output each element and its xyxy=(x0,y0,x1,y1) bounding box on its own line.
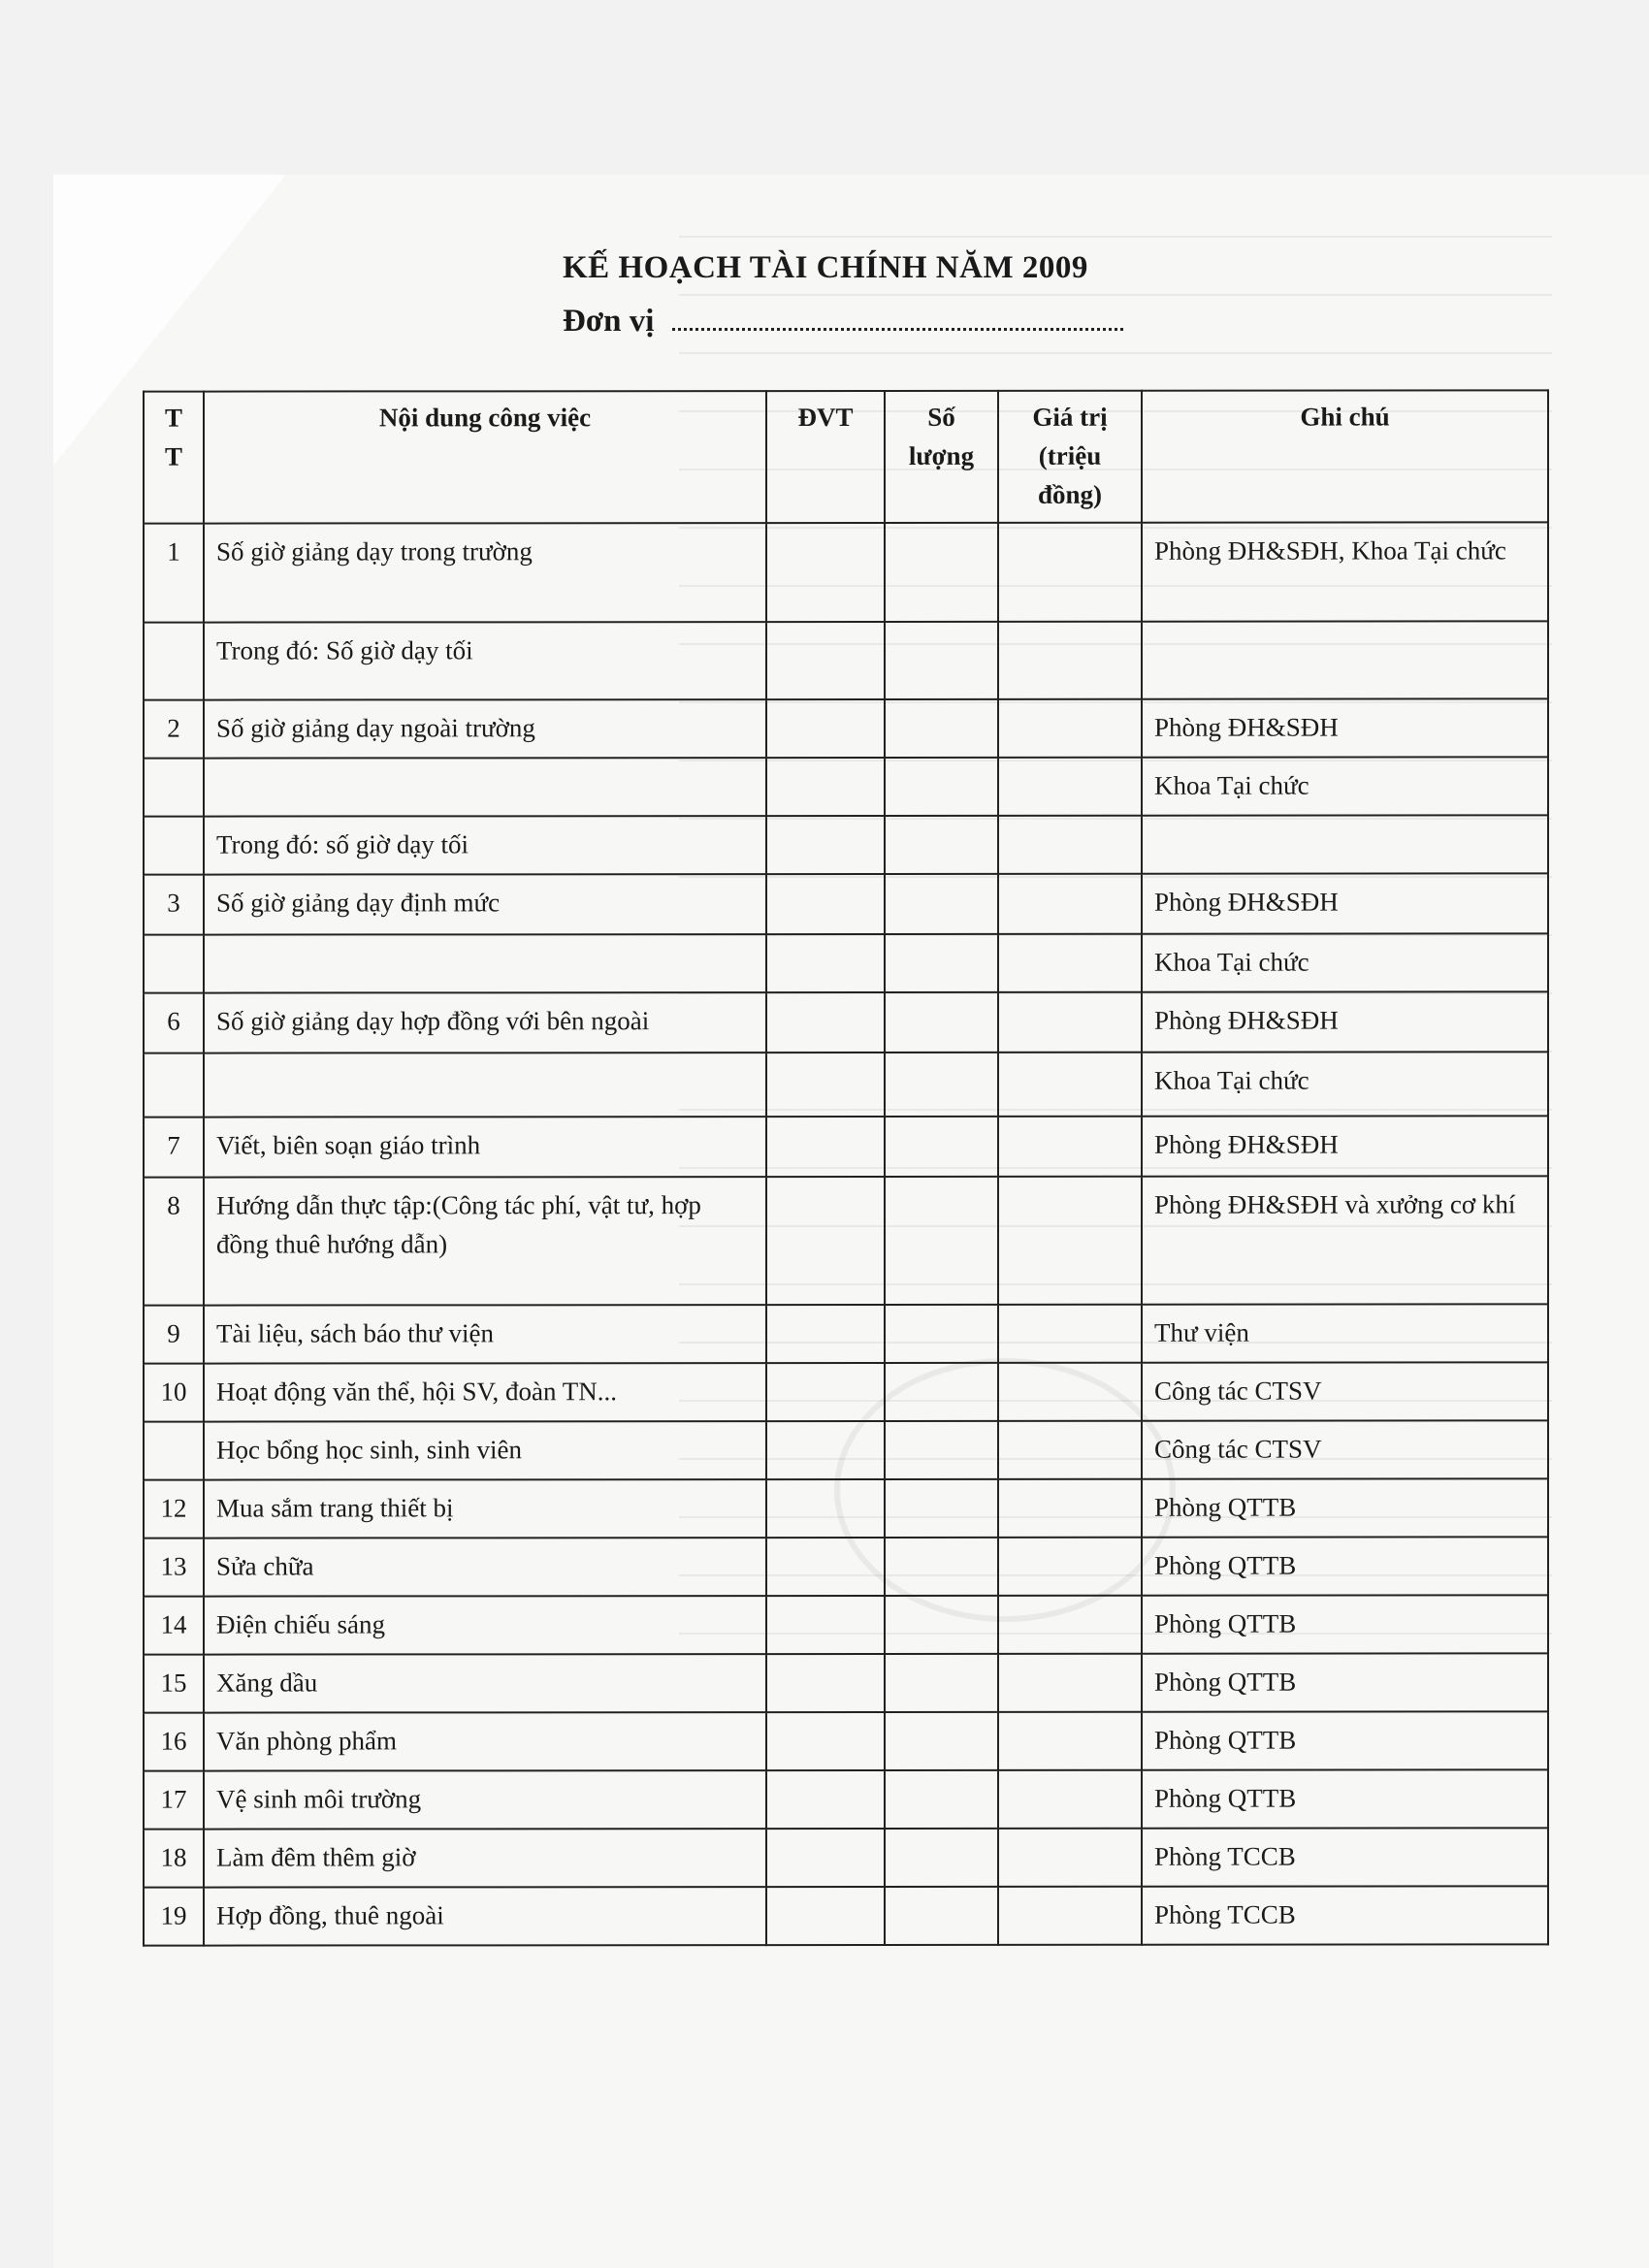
row-number xyxy=(144,759,204,817)
row-dvt xyxy=(766,1363,885,1421)
row-content: Số giờ giảng dạy hợp đồng với bên ngoài xyxy=(204,992,766,1053)
unit-fill-line xyxy=(672,308,1123,331)
row-number xyxy=(144,817,204,875)
row-content: Trong đó: số giờ dạy tối xyxy=(204,816,766,875)
row-value xyxy=(998,1117,1142,1177)
row-number xyxy=(144,935,204,993)
row-content: Làm đêm thêm giờ xyxy=(204,1829,766,1888)
table-row xyxy=(144,621,1548,699)
row-value xyxy=(998,816,1142,874)
row-value xyxy=(998,1363,1142,1421)
row-value xyxy=(998,1053,1142,1117)
row-number: 15 xyxy=(144,1655,204,1713)
row-note: Phòng QTTB xyxy=(1142,1537,1548,1595)
row-number: 16 xyxy=(144,1713,204,1771)
row-number: 1 xyxy=(144,524,204,623)
row-dvt xyxy=(766,874,885,934)
table-row xyxy=(144,991,1548,1053)
header-tt: T T xyxy=(144,392,204,524)
table-row xyxy=(144,1052,1548,1117)
table-row xyxy=(144,1769,1548,1829)
row-quantity xyxy=(885,1829,998,1887)
row-note: Phòng QTTB xyxy=(1142,1478,1548,1537)
unit-line xyxy=(563,304,1123,340)
row-number xyxy=(144,1422,204,1480)
unit-label: Đơn vị xyxy=(563,304,655,339)
table-row xyxy=(144,757,1548,816)
row-dvt xyxy=(766,934,885,992)
header-dvt: ĐVT xyxy=(766,391,885,523)
row-number: 9 xyxy=(144,1306,204,1364)
row-quantity xyxy=(885,1712,998,1770)
table-row xyxy=(144,1478,1548,1538)
row-note: Khoa Tại chức xyxy=(1142,933,1548,991)
row-note: Phòng QTTB xyxy=(1142,1769,1548,1828)
row-content: Hợp đồng, thuê ngoài xyxy=(204,1887,766,1946)
table-row xyxy=(144,522,1548,622)
header-quantity: Số lượng xyxy=(885,391,998,523)
row-number xyxy=(144,1053,204,1118)
row-dvt xyxy=(766,1770,885,1829)
row-quantity xyxy=(885,622,998,699)
row-note: Công tác CTSV xyxy=(1142,1420,1548,1478)
row-quantity xyxy=(885,1421,998,1479)
row-content: Tài liệu, sách báo thư viện xyxy=(204,1305,766,1364)
row-content xyxy=(204,1053,766,1118)
row-content: Điện chiếu sáng xyxy=(204,1596,766,1655)
row-number xyxy=(144,623,204,700)
row-note: Phòng ĐH&SĐH và xưởng cơ khí xyxy=(1142,1176,1548,1304)
row-content: Số giờ giảng dạy ngoài trường xyxy=(204,699,766,759)
row-content: Học bổng học sinh, sinh viên xyxy=(204,1421,766,1480)
row-quantity xyxy=(885,1770,998,1829)
row-note: Phòng ĐH&SĐH, Khoa Tại chức xyxy=(1142,522,1548,621)
row-value xyxy=(998,622,1142,699)
row-note: Công tác CTSV xyxy=(1142,1362,1548,1420)
row-quantity xyxy=(885,1596,998,1654)
row-quantity xyxy=(885,1363,998,1421)
row-quantity xyxy=(885,1177,998,1305)
row-value xyxy=(998,1887,1142,1945)
row-dvt xyxy=(766,1654,885,1712)
row-note: Phòng TCCB xyxy=(1142,1886,1548,1944)
table-row xyxy=(144,1304,1548,1363)
row-content: Sửa chữa xyxy=(204,1538,766,1597)
row-dvt xyxy=(766,758,885,816)
table-row xyxy=(144,1176,1548,1305)
row-dvt xyxy=(766,992,885,1053)
row-number: 7 xyxy=(144,1118,204,1178)
row-value xyxy=(998,758,1142,816)
row-quantity xyxy=(885,874,998,934)
row-value xyxy=(998,992,1142,1053)
row-dvt xyxy=(766,523,885,622)
row-dvt xyxy=(766,1117,885,1177)
table-row xyxy=(144,698,1548,758)
document-title: KẾ HOẠCH TÀI CHÍNH NĂM 2009 xyxy=(563,250,1088,285)
row-quantity xyxy=(885,1538,998,1596)
table-row xyxy=(144,873,1548,934)
row-dvt xyxy=(766,1305,885,1363)
row-quantity xyxy=(885,816,998,874)
row-note xyxy=(1142,621,1548,698)
row-dvt xyxy=(766,699,885,758)
row-value xyxy=(998,874,1142,934)
row-quantity xyxy=(885,699,998,758)
row-quantity xyxy=(885,1117,998,1177)
row-dvt xyxy=(766,1712,885,1770)
row-content: Viết, biên soạn giáo trình xyxy=(204,1117,766,1178)
row-content: Văn phòng phẩm xyxy=(204,1712,766,1771)
row-content xyxy=(204,758,766,817)
row-number: 18 xyxy=(144,1830,204,1888)
row-content xyxy=(204,934,766,993)
table-row xyxy=(144,815,1548,874)
table-row xyxy=(144,1595,1548,1654)
row-number: 6 xyxy=(144,993,204,1053)
row-number: 19 xyxy=(144,1888,204,1946)
row-quantity xyxy=(885,934,998,992)
row-quantity xyxy=(885,992,998,1053)
row-content: Xăng dầu xyxy=(204,1654,766,1713)
row-dvt xyxy=(766,1538,885,1596)
header-note: Ghi chú xyxy=(1142,390,1548,522)
row-quantity xyxy=(885,758,998,816)
finance-plan-table xyxy=(143,389,1549,1946)
row-dvt xyxy=(766,1177,885,1305)
row-value xyxy=(998,1305,1142,1363)
row-value xyxy=(998,1596,1142,1654)
row-value xyxy=(998,699,1142,758)
row-dvt xyxy=(766,1053,885,1117)
row-number: 3 xyxy=(144,875,204,935)
row-content: Số giờ giảng dạy định mức xyxy=(204,874,766,935)
table-row xyxy=(144,1711,1548,1770)
row-quantity xyxy=(885,1479,998,1538)
row-value xyxy=(998,1177,1142,1305)
row-note: Phòng TCCB xyxy=(1142,1828,1548,1886)
row-dvt xyxy=(766,1596,885,1654)
row-dvt xyxy=(766,622,885,699)
row-value xyxy=(998,1479,1142,1538)
row-number: 8 xyxy=(144,1178,204,1306)
table-row xyxy=(144,1420,1548,1479)
row-number: 10 xyxy=(144,1364,204,1422)
row-number: 14 xyxy=(144,1597,204,1655)
row-note: Phòng ĐH&SĐH xyxy=(1142,1116,1548,1176)
row-note xyxy=(1142,815,1548,873)
row-dvt xyxy=(766,1887,885,1945)
header-value: Giá trị (triệu đồng) xyxy=(998,391,1142,523)
row-value xyxy=(998,1712,1142,1770)
header-content: Nội dung công việc xyxy=(204,391,766,524)
row-number: 12 xyxy=(144,1480,204,1539)
row-value xyxy=(998,1538,1142,1596)
row-value xyxy=(998,1829,1142,1887)
row-note: Khoa Tại chức xyxy=(1142,757,1548,815)
row-dvt xyxy=(766,1421,885,1479)
table-row xyxy=(144,1828,1548,1887)
row-content: Mua sắm trang thiết bị xyxy=(204,1479,766,1539)
row-quantity xyxy=(885,1654,998,1712)
row-content: Trong đó: Số giờ dạy tối xyxy=(204,622,766,700)
row-number: 2 xyxy=(144,700,204,759)
row-value xyxy=(998,1654,1142,1712)
row-quantity xyxy=(885,1053,998,1117)
table-row xyxy=(144,933,1548,992)
table-row xyxy=(144,1362,1548,1421)
row-note: Phòng QTTB xyxy=(1142,1595,1548,1653)
table-row xyxy=(144,1653,1548,1712)
row-note: Khoa Tại chức xyxy=(1142,1052,1548,1116)
row-dvt xyxy=(766,1479,885,1538)
row-number: 17 xyxy=(144,1771,204,1830)
row-quantity xyxy=(885,1887,998,1945)
table-row xyxy=(144,1537,1548,1596)
row-value xyxy=(998,934,1142,992)
row-note: Phòng ĐH&SĐH xyxy=(1142,991,1548,1052)
row-number: 13 xyxy=(144,1539,204,1597)
row-content: Hướng dẫn thực tập:(Công tác phí, vật tư, hợp đồng thuê hướng dẫn) xyxy=(204,1177,766,1306)
row-note: Phòng QTTB xyxy=(1142,1653,1548,1711)
row-note: Phòng ĐH&SĐH xyxy=(1142,873,1548,933)
row-note: Phòng QTTB xyxy=(1142,1711,1548,1769)
table-header-row xyxy=(144,390,1548,523)
row-value xyxy=(998,1770,1142,1829)
table-row xyxy=(144,1886,1548,1945)
row-dvt xyxy=(766,1829,885,1887)
row-content: Số giờ giảng dạy trong trường xyxy=(204,523,766,623)
row-quantity xyxy=(885,1305,998,1363)
row-dvt xyxy=(766,816,885,874)
row-content: Vệ sinh môi trường xyxy=(204,1770,766,1830)
table-row xyxy=(144,1116,1548,1177)
row-note: Phòng ĐH&SĐH xyxy=(1142,698,1548,757)
row-note: Thư viện xyxy=(1142,1304,1548,1362)
row-value xyxy=(998,1421,1142,1479)
row-quantity xyxy=(885,523,998,622)
row-value xyxy=(998,523,1142,622)
row-content: Hoạt động văn thể, hội SV, đoàn TN... xyxy=(204,1363,766,1422)
